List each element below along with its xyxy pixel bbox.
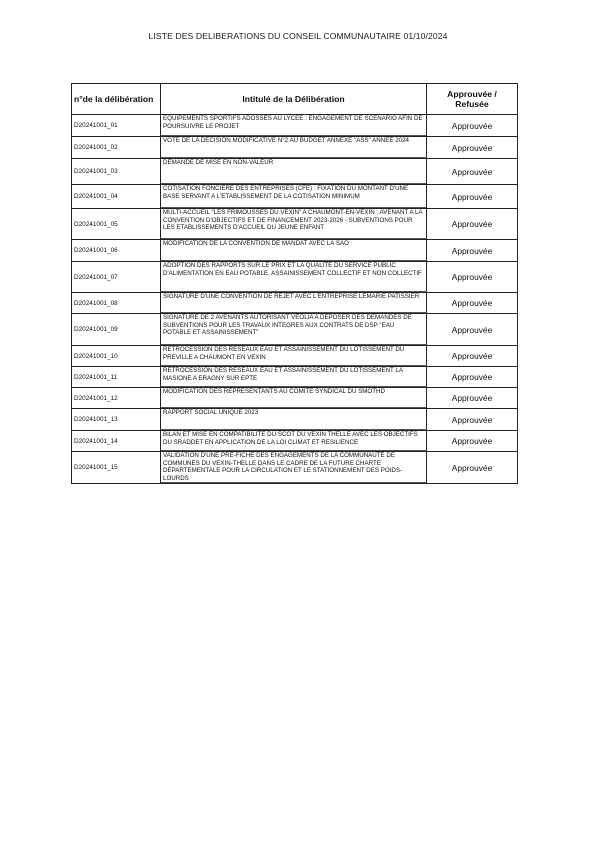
header-title: Intitulé de la Délibération: [161, 84, 427, 115]
deliberation-status: Approuvée: [427, 185, 518, 209]
deliberation-status: Approuvée: [427, 367, 518, 388]
table-row: [72, 240, 518, 262]
deliberation-number: D20241001_13: [72, 409, 161, 431]
table-header-row: [72, 84, 518, 115]
deliberation-status: Approuvée: [427, 262, 518, 293]
header-status-line2: Refusée: [455, 99, 489, 109]
deliberation-number: D20241001_02: [72, 137, 161, 159]
table-row: [72, 431, 518, 452]
table-row: [72, 367, 518, 388]
deliberation-status: Approuvée: [427, 452, 518, 484]
deliberations-table: [71, 83, 518, 484]
deliberation-title: VOTE DE LA DECISION MODIFICATIVE N°2 AU BUDGET ANNEXE "ASS" ANNEE 2024: [161, 137, 427, 159]
deliberation-title: ADOPTION DES RAPPORTS SUR LE PRIX ET LA QUALITE DU SERVICE PUBLIC D'ALIMENTATION EN EAU POTABLE, ASSAINISSEMENT COLLECTIF ET NON COLLECTIF: [161, 262, 427, 293]
deliberation-number: D20241001_03: [72, 159, 161, 185]
deliberation-status: Approuvée: [427, 115, 518, 137]
deliberation-status: Approuvée: [427, 431, 518, 452]
deliberation-title: COTISATION FONCIERE DES ENTREPRISES (CFE) : FIXATION DU MONTANT D'UNE BASE SERVANT A L'ETABLISSEMENT DE LA COTISATION MINIMUM: [161, 185, 427, 209]
deliberation-title: DEMANDE DE MISE EN NON-VALEUR: [161, 159, 427, 185]
deliberation-status: Approuvée: [427, 137, 518, 159]
deliberation-number: D20241001_10: [72, 346, 161, 367]
table-row: [72, 115, 518, 137]
deliberation-title: SIGNATURE D'UNE CONVENTION DE REJET AVEC L'ENTREPRISE LEMARIE PATISSIER: [161, 293, 427, 314]
table-row: [72, 262, 518, 293]
table-row: [72, 209, 518, 240]
deliberation-status: Approuvée: [427, 388, 518, 409]
deliberation-status: Approuvée: [427, 346, 518, 367]
deliberation-number: D20241001_14: [72, 431, 161, 452]
deliberation-number: D20241001_09: [72, 314, 161, 346]
deliberation-number: D20241001_11: [72, 367, 161, 388]
deliberation-status: Approuvée: [427, 409, 518, 431]
deliberation-status: Approuvée: [427, 314, 518, 346]
table-row: [72, 137, 518, 159]
deliberation-number: D20241001_05: [72, 209, 161, 240]
deliberation-title: MULTI-ACCUEIL "LES FRIMOUSSES DU VEXIN" A CHAUMONT-EN-VEXIN : AVENANT A LA CONVENTION D'OBJECTIFS ET DE FINANCEMENT 2023-2026 - SUBVENTIONS POUR LES ETABLISSEMENTS D'ACCUEIL DU JEUNE ENFANT: [161, 209, 427, 240]
deliberation-title: VALIDATION D'UNE PRÉ-FICHE DES ENGAGEMENTS DE LA COMMUNAUTÉ DE COMMUNES DU VEXIN-THELLE DANS LE CADRE DE LA FUTURE CHARTE DÉPARTEMENTALE POUR LA CIRCULATION ET LE STATIONNEMENT DES POIDS-LOURDS: [161, 452, 427, 484]
deliberation-title: SIGNATURE DE 2 AVENANTS AUTORISANT VEOLIA A DEPOSER DES DEMANDES DE SUBVENTIONS POUR LES TRAVAUX INTEGRES AUX CONTRATS DE DSP "EAU POTABLE ET ASSAINISSEMENT": [161, 314, 427, 346]
deliberation-status: Approuvée: [427, 293, 518, 314]
header-status-line1: Approuvée /: [447, 89, 497, 99]
table-row: [72, 314, 518, 346]
header-number: n°de la délibération: [72, 84, 161, 115]
table-row: [72, 159, 518, 185]
table-row: [72, 185, 518, 209]
table-body: [72, 115, 518, 484]
deliberation-number: D20241001_08: [72, 293, 161, 314]
deliberation-number: D20241001_01: [72, 115, 161, 137]
deliberation-title: RAPPORT SOCIAL UNIQUE 2023: [161, 409, 427, 431]
table-row: [72, 293, 518, 314]
deliberation-title: MODIFICATION DE LA CONVENTION DE MANDAT AVEC LA SAO: [161, 240, 427, 262]
deliberation-title: BILAN ET MISE EN COMPATIBILITE DU SCOT DU VEXIN THELLE AVEC LES OBJECTIFS DU SRADDET EN APPLICATION DE LA LOI CLIMAT ET RESILIENCE: [161, 431, 427, 452]
deliberation-number: D20241001_06: [72, 240, 161, 262]
page-title: LISTE DES DELIBERATIONS DU CONSEIL COMMUNAUTAIRE 01/10/2024: [148, 31, 448, 41]
table-row: [72, 409, 518, 431]
table-row: [72, 346, 518, 367]
table-row: [72, 452, 518, 484]
table-row: [72, 388, 518, 409]
deliberation-status: Approuvée: [427, 209, 518, 240]
deliberation-title: RETROCESSION DES RESEAUX EAU ET ASSAINISSEMENT DU LOTISSEMENT DU PREVILLE A CHAUMONT EN VEXIN: [161, 346, 427, 367]
deliberation-status: Approuvée: [427, 240, 518, 262]
deliberation-number: D20241001_07: [72, 262, 161, 293]
deliberation-title: MODIFICATION DES REPRESENTANTS AU COMITE SYNDICAL DU SMOTHD: [161, 388, 427, 409]
deliberation-status: Approuvée: [427, 159, 518, 185]
deliberation-title: RETROCESSION DES RESEAUX EAU ET ASSAINISSEMENT DU LOTISSEMENT LA MASIONE A ERAGNY SUR EPTE: [161, 367, 427, 388]
header-status: [427, 84, 518, 115]
deliberation-number: D20241001_15: [72, 452, 161, 484]
deliberation-number: D20241001_04: [72, 185, 161, 209]
deliberation-title: EQUIPEMENTS SPORTIFS ADOSSES AU LYCEE : ENGAGEMENT DE SCENARIO AFIN DE POURSUIVRE LE PROJET: [161, 115, 427, 137]
deliberation-number: D20241001_12: [72, 388, 161, 409]
